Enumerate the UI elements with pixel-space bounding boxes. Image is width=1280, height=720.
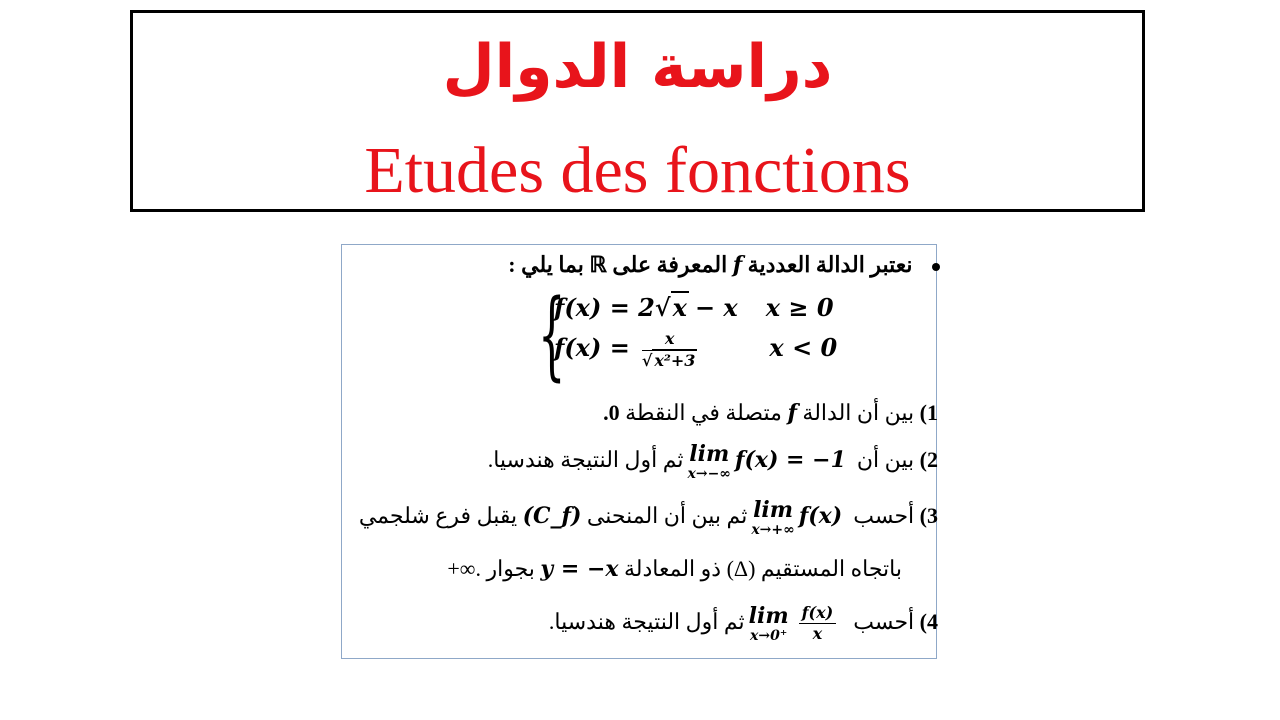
question-4	[549, 600, 938, 644]
q4-frac-den: x	[812, 624, 823, 644]
q3-line2-b: ذو المعادلة	[624, 556, 722, 581]
title-arabic: دراسة الدوال	[442, 32, 833, 102]
q2-text-a: بين أن	[856, 447, 915, 472]
q3-text-b: ثم بين أن المنحنى	[586, 503, 748, 528]
q2-lim-top: lim	[689, 440, 730, 467]
q3-limit	[751, 496, 795, 538]
q4-lim-top: lim	[748, 602, 789, 629]
q2-text-b: ثم أول النتيجة هندسيا.	[487, 447, 684, 472]
q3-infinity: +∞.	[447, 556, 481, 581]
q3-text-c: يقبل فرع شلجمي	[358, 503, 518, 528]
q3-equation: y = −x	[540, 556, 619, 582]
question-3	[359, 496, 938, 537]
bullet-icon	[932, 263, 940, 271]
intro-text: نعتبر الدالة العددية	[747, 252, 913, 277]
q1-point: 0.	[603, 400, 620, 425]
question-3-line-2	[447, 554, 902, 584]
intro-text3: بما يلي :	[508, 252, 584, 277]
q4-fraction	[799, 602, 837, 644]
row1-sqrt: x	[672, 293, 687, 322]
question-2	[488, 440, 938, 481]
row2-num: x	[642, 331, 698, 351]
q4-lim-sub: x→0⁺	[750, 627, 788, 644]
q3-lim-top: lim	[753, 496, 794, 523]
row2-den: x²+3	[654, 350, 696, 370]
system-row-2	[554, 331, 837, 370]
q4-limit	[748, 602, 789, 644]
system-row-1: f(x) = 2√x − x x ≥ 0	[554, 293, 834, 322]
intro-text2: المعرفة على	[612, 252, 728, 277]
q3-expr: f(x)	[798, 503, 843, 529]
q4-number: 4)	[919, 609, 938, 634]
row2-cond: x < 0	[769, 332, 838, 362]
title-french: Etudes des fonctions	[364, 134, 911, 207]
q2-number: 2)	[919, 447, 938, 472]
q3-line2-a: باتجاه المستقيم	[760, 556, 902, 581]
q1-text-b: متصلة في النقطة	[625, 400, 782, 425]
q3-delta: (Δ)	[726, 556, 756, 581]
intro-line	[508, 250, 940, 280]
question-1	[603, 398, 938, 428]
q3-number: 3)	[919, 503, 938, 528]
intro-R: ℝ	[589, 252, 607, 277]
row1-lhs: f(x) = 2	[554, 293, 655, 322]
left-brace-icon: {	[538, 279, 566, 391]
q3-line2-c: بجوار	[486, 556, 535, 581]
q1-text-a: بين أن الدالة	[802, 400, 915, 425]
row2-lhs: f(x) =	[554, 332, 630, 362]
q1-f: f	[787, 400, 797, 426]
title-box	[130, 10, 1145, 212]
q3-text-a: أحسب	[853, 503, 915, 528]
q2-expr: f(x) = −1	[734, 447, 846, 473]
q2-lim-sub: x→−∞	[687, 465, 731, 482]
q2-limit	[687, 440, 731, 482]
piecewise-system	[538, 279, 878, 391]
row1-cond: x ≥ 0	[765, 293, 834, 322]
q3-lim-sub: x→+∞	[751, 521, 795, 538]
intro-f: f	[732, 252, 743, 278]
row1-rest: − x	[694, 293, 738, 322]
q3-curve: (C_f)	[522, 503, 582, 529]
q1-number: 1)	[919, 400, 938, 425]
q4-text-b: ثم أول النتيجة هندسيا.	[548, 609, 745, 634]
q4-text-a: أحسب	[853, 609, 915, 634]
q4-frac-num: f(x)	[799, 605, 837, 625]
row2-fraction: $\frac{x}{\text{√ x²+3}}$	[641, 329, 696, 370]
